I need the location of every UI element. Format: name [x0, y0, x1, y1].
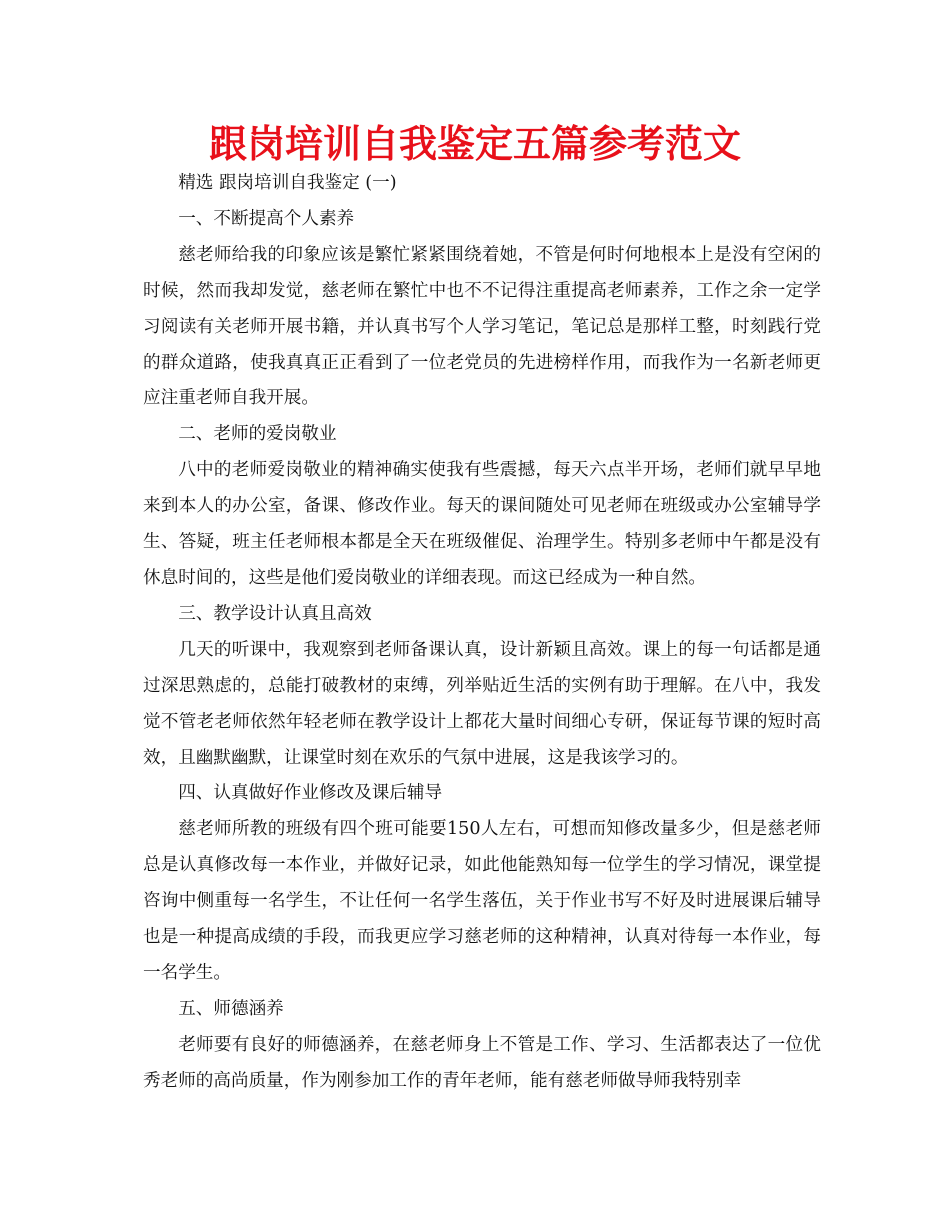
paragraph-5: 老师要有良好的师德涵养，在慈老师身上不管是工作、学习、生活都表达了一位优秀老师的高尚质量，作为刚参加工作的青年老师，能有慈老师做导师我特别幸	[143, 1034, 821, 1091]
paragraph-1: 慈老师给我的印象应该是繁忙紧紧围绕着她，不管是何时何地根本上是没有空闲的时候，然而我却发觉，慈老师在繁忙中也不不记得注重提高老师素养，工作之余一定学习阅读有关老师开展书籍，并认真书写个人学习笔记，笔记总是那样工整，时刻践行党的群众道路，使我真真正正看到了一位老党员的先进榜样作用，而我作为一名新老师更应注重老师自我开展。	[143, 244, 821, 409]
document-title: 跟岗培训自我鉴定五篇参考范文	[208, 122, 741, 166]
subtitle-line: 精选 跟岗培训自我鉴定 (一)	[178, 173, 397, 193]
paragraph-3: 几天的听课中，我观察到老师备课认真，设计新颖且高效。课上的每一句话都是通过深思熟虑的，总能打破教材的束缚，列举贴近生活的实例有助于理解。在八中，我发觉不管老老师依然年轻老师在教学设计上都花大量时间细心专研，保证每节课的短时高效，且幽默幽默，让课堂时刻在欢乐的气氛中进展，这是我该学习的。	[143, 639, 821, 768]
section-heading-3: 三、教学设计认真且高效	[178, 603, 372, 624]
section-heading-1: 一、不断提高个人素养	[178, 208, 355, 229]
paragraph-4: 慈老师所教的班级有四个班可能要150人左右，可想而知修改量多少，但是慈老师总是认真修改每一本作业，并做好记录，如此他能熟知每一位学生的学习情况，课堂提咨询中侧重每一名学生，不让任何一名学生落伍，关于作业书写不好及时进展课后辅导也是一种提高成绩的手段，而我更应学习慈老师的这种精神，认真对待每一本作业，每一名学生。	[143, 819, 821, 983]
paragraph-2: 八中的老师爱岗敬业的精神确实使我有些震撼，每天六点半开场，老师们就早早地来到本人的办公室，备课、修改作业。每天的课间随处可见老师在班级或办公室辅导学生、答疑，班主任老师根本都是全天在班级催促、治理学生。特别多老师中午都是没有休息时间的，这些是他们爱岗敬业的详细表现。而这已经成为一种自然。	[143, 460, 821, 588]
document-body	[143, 166, 821, 1100]
section-heading-4: 四、认真做好作业修改及课后辅导	[178, 783, 443, 804]
section-heading-5: 五、师德涵养	[178, 998, 284, 1019]
section-heading-2: 二、老师的爱岗敬业	[178, 424, 337, 445]
